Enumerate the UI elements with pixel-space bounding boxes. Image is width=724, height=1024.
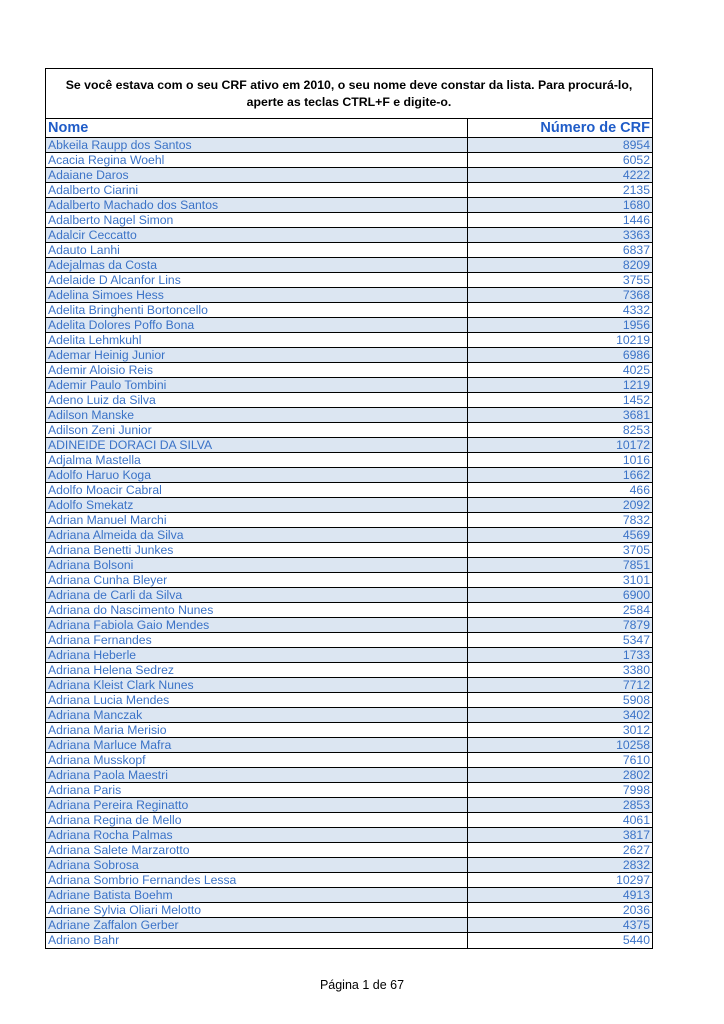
- table-row: [46, 558, 652, 573]
- crf-number: 4913: [622, 888, 650, 902]
- pharmacist-name: Adolfo Moacir Cabral: [46, 483, 468, 497]
- table-row: [46, 438, 652, 453]
- pharmacist-name: Adriana Paola Maestri: [46, 768, 468, 782]
- pharmacist-name: Adriana Salete Marzarotto: [46, 843, 468, 857]
- table-row: [46, 213, 652, 228]
- pharmacist-name: Adjalma Mastella: [46, 453, 468, 467]
- pharmacist-name: Adolfo Haruo Koga: [46, 468, 468, 482]
- table-row: [46, 408, 652, 423]
- pharmacist-name: Adriana Maria Merisio: [46, 723, 468, 737]
- pharmacist-name: Adriana Cunha Bleyer: [46, 573, 468, 587]
- table-row: [46, 663, 652, 678]
- table-row: [46, 243, 652, 258]
- crf-number: 7998: [622, 783, 650, 797]
- pharmacist-name: Ademar Heinig Junior: [46, 348, 468, 362]
- pharmacist-name: Adriana Fernandes: [46, 633, 468, 647]
- pharmacist-name: Adriana Almeida da Silva: [46, 528, 468, 542]
- table-row: [46, 498, 652, 513]
- pharmacist-name: Adriana Manczak: [46, 708, 468, 722]
- table-row: [46, 633, 652, 648]
- document-frame: [45, 68, 653, 949]
- page-number: Página 1 de 67: [319, 978, 405, 992]
- crf-number: 1662: [622, 468, 650, 482]
- table-row: [46, 723, 652, 738]
- pharmacist-name: Adelina Simoes Hess: [46, 288, 468, 302]
- pharmacist-name: Adriana Sobrosa: [46, 858, 468, 872]
- crf-number: 7368: [622, 288, 650, 302]
- pharmacist-name: Adriana Marluce Mafra: [46, 738, 468, 752]
- pharmacist-name: Adriana Kleist Clark Nunes: [46, 678, 468, 692]
- table-row: [46, 468, 652, 483]
- table-row: [46, 858, 652, 873]
- crf-number: 1016: [622, 453, 650, 467]
- crf-number: 3380: [622, 663, 650, 677]
- crf-number: 10258: [616, 738, 650, 752]
- pharmacist-name: Adejalmas da Costa: [46, 258, 468, 272]
- crf-number: 4025: [622, 363, 650, 377]
- table-row: [46, 453, 652, 468]
- crf-number: 8954: [622, 138, 650, 152]
- crf-number: 2036: [622, 903, 650, 917]
- crf-number: 3705: [622, 543, 650, 557]
- table-row: [46, 798, 652, 813]
- crf-number: 6900: [622, 588, 650, 602]
- table-row: [46, 933, 652, 948]
- table-row: [46, 543, 652, 558]
- crf-number: 2853: [622, 798, 650, 812]
- crf-number: 1733: [622, 648, 650, 662]
- pharmacist-name: Ademir Aloisio Reis: [46, 363, 468, 377]
- pharmacist-name: Adalberto Nagel Simon: [46, 213, 468, 227]
- crf-number: 7712: [622, 678, 650, 692]
- crf-number: 3012: [622, 723, 650, 737]
- column-header-name: Nome: [46, 119, 468, 137]
- table-row: [46, 903, 652, 918]
- crf-number: 2627: [622, 843, 650, 857]
- table-row: [46, 483, 652, 498]
- crf-number: 7832: [622, 513, 650, 527]
- column-header-crf: Número de CRF: [540, 120, 650, 136]
- instruction-notice: Se você estava com o seu CRF ativo em 2010, o seu nome deve constar da lista. Para procurá-lo, aperte as teclas CTRL+F e digite-o.: [46, 69, 652, 119]
- table-row: [46, 648, 652, 663]
- table-row: [46, 258, 652, 273]
- pharmacist-name: Adriana do Nascimento Nunes: [46, 603, 468, 617]
- pharmacist-name: Adaiane Daros: [46, 168, 468, 182]
- pharmacist-name: Adriana Bolsoni: [46, 558, 468, 572]
- table-row: [46, 318, 652, 333]
- pharmacist-name: Ademir Paulo Tombini: [46, 378, 468, 392]
- pharmacist-name: Adriane Zaffalon Gerber: [46, 918, 468, 932]
- crf-number: 3817: [622, 828, 650, 842]
- pharmacist-name: Adauto Lanhi: [46, 243, 468, 257]
- table-row: [46, 708, 652, 723]
- pharmacist-name: Adriane Sylvia Oliari Melotto: [46, 903, 468, 917]
- table-row: [46, 228, 652, 243]
- pharmacist-name: Adriana Pereira Reginatto: [46, 798, 468, 812]
- pharmacist-name: Adelita Dolores Poffo Bona: [46, 318, 468, 332]
- crf-number: 1956: [622, 318, 650, 332]
- table-row: [46, 423, 652, 438]
- crf-number: 2832: [622, 858, 650, 872]
- crf-number: 4332: [622, 303, 650, 317]
- table-row: [46, 873, 652, 888]
- pharmacist-name: Adriane Batista Boehm: [46, 888, 468, 902]
- pharmacist-name: Adriana de Carli da Silva: [46, 588, 468, 602]
- table-row: [46, 513, 652, 528]
- crf-number: 8209: [622, 258, 650, 272]
- crf-number: 3681: [622, 408, 650, 422]
- table-row: [46, 378, 652, 393]
- pharmacist-name: ADINEIDE DORACI DA SILVA: [46, 438, 468, 452]
- crf-number: 1680: [622, 198, 650, 212]
- pharmacist-name: Adriana Regina de Mello: [46, 813, 468, 827]
- pharmacist-name: Adolfo Smekatz: [46, 498, 468, 512]
- table-row: [46, 693, 652, 708]
- pharmacist-name: Acacia Regina Woehl: [46, 153, 468, 167]
- crf-number: 7610: [622, 753, 650, 767]
- crf-number: 4375: [622, 918, 650, 932]
- table-row: [46, 588, 652, 603]
- crf-number: 5440: [622, 933, 650, 947]
- table-row: [46, 918, 652, 933]
- crf-number: 6986: [622, 348, 650, 362]
- crf-number: 10172: [616, 438, 650, 452]
- table-header: [46, 119, 652, 138]
- table-row: [46, 678, 652, 693]
- crf-number: 5908: [622, 693, 650, 707]
- pharmacist-name: Adriana Rocha Palmas: [46, 828, 468, 842]
- pharmacist-name: Adelaide D Alcanfor Lins: [46, 273, 468, 287]
- crf-number: 4569: [622, 528, 650, 542]
- crf-number: 1452: [622, 393, 650, 407]
- table-row: [46, 138, 652, 153]
- table-row: [46, 363, 652, 378]
- table-body: [46, 138, 652, 948]
- pharmacist-name: Adilson Zeni Junior: [46, 423, 468, 437]
- crf-number: 2092: [622, 498, 650, 512]
- table-row: [46, 738, 652, 753]
- pharmacist-name: Adeno Luiz da Silva: [46, 393, 468, 407]
- pharmacist-name: Adriana Fabiola Gaio Mendes: [46, 618, 468, 632]
- table-row: [46, 813, 652, 828]
- pharmacist-name: Adilson Manske: [46, 408, 468, 422]
- crf-number: 3363: [622, 228, 650, 242]
- table-row: [46, 843, 652, 858]
- table-row: [46, 393, 652, 408]
- table-row: [46, 783, 652, 798]
- crf-number: 4222: [622, 168, 650, 182]
- crf-number: 4061: [622, 813, 650, 827]
- table-row: [46, 273, 652, 288]
- crf-number: 466: [629, 483, 650, 497]
- crf-number: 10219: [616, 333, 650, 347]
- crf-number: 1219: [622, 378, 650, 392]
- crf-number: 6837: [622, 243, 650, 257]
- crf-number: 10297: [616, 873, 650, 887]
- pharmacist-name: Abkeila Raupp dos Santos: [46, 138, 468, 152]
- pharmacist-name: Adriano Bahr: [46, 933, 468, 948]
- table-row: [46, 618, 652, 633]
- table-row: [46, 888, 652, 903]
- crf-number: 7851: [622, 558, 650, 572]
- pharmacist-name: Adalberto Machado dos Santos: [46, 198, 468, 212]
- table-row: [46, 528, 652, 543]
- pharmacist-name: Adriana Sombrio Fernandes Lessa: [46, 873, 468, 887]
- pharmacist-name: Adriana Benetti Junkes: [46, 543, 468, 557]
- pharmacist-name: Adrian Manuel Marchi: [46, 513, 468, 527]
- crf-number: 7879: [622, 618, 650, 632]
- crf-number: 2135: [622, 183, 650, 197]
- table-row: [46, 288, 652, 303]
- table-row: [46, 603, 652, 618]
- table-row: [46, 153, 652, 168]
- crf-number: 3101: [622, 573, 650, 587]
- table-row: [46, 303, 652, 318]
- pharmacist-name: Adalberto Ciarini: [46, 183, 468, 197]
- crf-number: 8253: [622, 423, 650, 437]
- crf-number: 1446: [622, 213, 650, 227]
- table-row: [46, 333, 652, 348]
- crf-number: 3402: [622, 708, 650, 722]
- crf-number: 5347: [622, 633, 650, 647]
- table-row: [46, 753, 652, 768]
- pharmacist-name: Adelita Bringhenti Bortoncello: [46, 303, 468, 317]
- pharmacist-name: Adriana Musskopf: [46, 753, 468, 767]
- crf-number: 3755: [622, 273, 650, 287]
- pharmacist-name: Adriana Lucia Mendes: [46, 693, 468, 707]
- table-row: [46, 168, 652, 183]
- pharmacist-name: Adriana Paris: [46, 783, 468, 797]
- crf-number: 6052: [622, 153, 650, 167]
- table-row: [46, 183, 652, 198]
- table-row: [46, 828, 652, 843]
- table-row: [46, 348, 652, 363]
- pharmacist-name: Adriana Heberle: [46, 648, 468, 662]
- pharmacist-name: Adriana Helena Sedrez: [46, 663, 468, 677]
- crf-number: 2584: [622, 603, 650, 617]
- table-row: [46, 198, 652, 213]
- pharmacist-name: Adalcir Ceccatto: [46, 228, 468, 242]
- table-row: [46, 573, 652, 588]
- pharmacist-name: Adelita Lehmkuhl: [46, 333, 468, 347]
- crf-number: 2802: [622, 768, 650, 782]
- table-row: [46, 768, 652, 783]
